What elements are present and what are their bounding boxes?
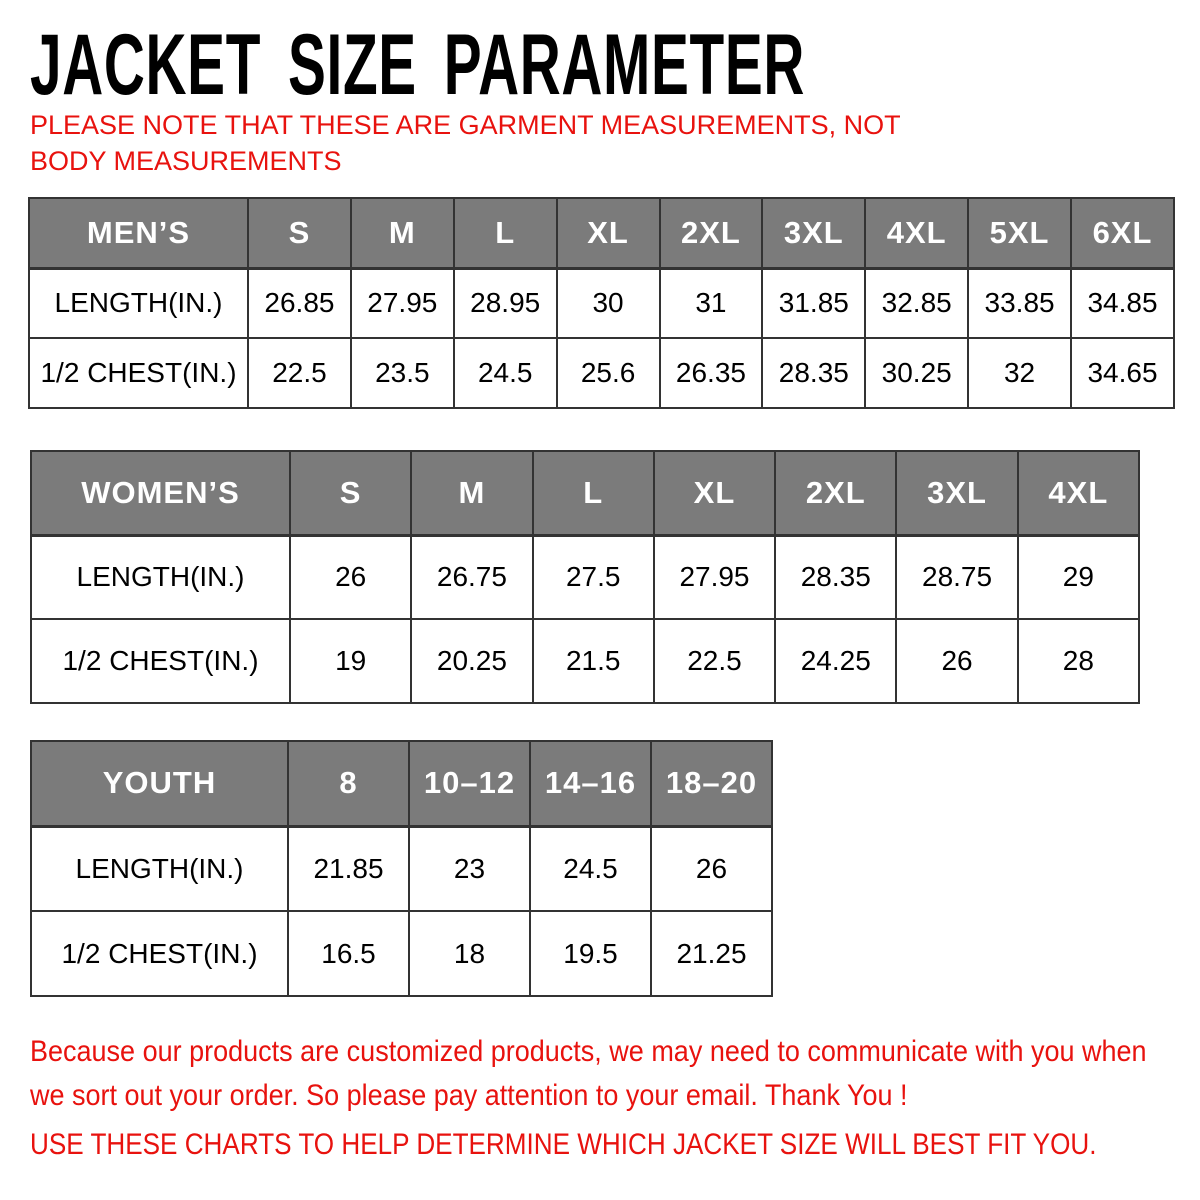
size-header-cell: S	[248, 198, 351, 268]
size-header-cell: 4XL	[865, 198, 968, 268]
size-header-cell: L	[533, 451, 654, 535]
value-cell: 24.25	[775, 619, 896, 703]
value-cell: 26.75	[411, 535, 532, 619]
youth-header-row	[31, 741, 772, 826]
row-label: LENGTH(IN.)	[31, 826, 288, 911]
value-cell: 31.85	[762, 268, 865, 338]
value-cell: 21.5	[533, 619, 654, 703]
value-cell: 19	[290, 619, 411, 703]
size-header-cell: 3XL	[896, 451, 1017, 535]
size-header-cell: 8	[288, 741, 409, 826]
row-label: 1/2 CHEST(IN.)	[29, 338, 248, 408]
value-cell: 34.65	[1071, 338, 1174, 408]
size-header-cell: XL	[654, 451, 775, 535]
mens-header-row	[29, 198, 1174, 268]
value-cell: 34.85	[1071, 268, 1174, 338]
womens-chest-row	[31, 619, 1139, 703]
value-cell: 27.5	[533, 535, 654, 619]
womens-header-row	[31, 451, 1139, 535]
size-header-cell: 10–12	[409, 741, 530, 826]
size-header-cell: M	[411, 451, 532, 535]
value-cell: 31	[660, 268, 763, 338]
value-cell: 28.35	[762, 338, 865, 408]
value-cell: 28.35	[775, 535, 896, 619]
womens-length-row	[31, 535, 1139, 619]
row-label: 1/2 CHEST(IN.)	[31, 911, 288, 996]
size-header-cell: 2XL	[775, 451, 896, 535]
value-cell: 22.5	[654, 619, 775, 703]
value-cell: 24.5	[454, 338, 557, 408]
value-cell: 30.25	[865, 338, 968, 408]
size-header-cell: 4XL	[1018, 451, 1139, 535]
page-title: JACKET SIZE PARAMETER	[30, 17, 806, 113]
value-cell: 28.95	[454, 268, 557, 338]
row-label: LENGTH(IN.)	[29, 268, 248, 338]
value-cell: 26.35	[660, 338, 763, 408]
garment-measurement-note: PLEASE NOTE THAT THESE ARE GARMENT MEASUREMENTS, NOT BODY MEASUREMENTS	[30, 110, 901, 176]
size-header-cell: 18–20	[651, 741, 772, 826]
size-header-cell: XL	[557, 198, 660, 268]
value-cell: 22.5	[248, 338, 351, 408]
size-header-cell: 5XL	[968, 198, 1071, 268]
value-cell: 28.75	[896, 535, 1017, 619]
size-header-cell: S	[290, 451, 411, 535]
value-cell: 27.95	[351, 268, 454, 338]
mens-chest-row	[29, 338, 1174, 408]
value-cell: 26	[651, 826, 772, 911]
value-cell: 26	[290, 535, 411, 619]
youth-size-table	[30, 740, 773, 997]
youth-chest-row	[31, 911, 772, 996]
value-cell: 27.95	[654, 535, 775, 619]
value-cell: 28	[1018, 619, 1139, 703]
value-cell: 25.6	[557, 338, 660, 408]
value-cell: 32	[968, 338, 1071, 408]
value-cell: 16.5	[288, 911, 409, 996]
youth-length-row	[31, 826, 772, 911]
value-cell: 20.25	[411, 619, 532, 703]
value-cell: 26	[896, 619, 1017, 703]
value-cell: 21.85	[288, 826, 409, 911]
value-cell: 19.5	[530, 911, 651, 996]
womens-size-table	[30, 450, 1140, 704]
youth-table-title: YOUTH	[31, 741, 288, 826]
row-label: LENGTH(IN.)	[31, 535, 290, 619]
size-header-cell: 3XL	[762, 198, 865, 268]
size-header-cell: 2XL	[660, 198, 763, 268]
value-cell: 30	[557, 268, 660, 338]
womens-table-title: WOMEN’S	[31, 451, 290, 535]
size-header-cell: 14–16	[530, 741, 651, 826]
size-header-cell: 6XL	[1071, 198, 1174, 268]
value-cell: 23.5	[351, 338, 454, 408]
value-cell: 29	[1018, 535, 1139, 619]
row-label: 1/2 CHEST(IN.)	[31, 619, 290, 703]
value-cell: 21.25	[651, 911, 772, 996]
mens-table-title: MEN’S	[29, 198, 248, 268]
chart-usage-note: USE THESE CHARTS TO HELP DETERMINE WHICH JACKET SIZE WILL BEST FIT YOU.	[30, 1128, 1097, 1161]
mens-length-row	[29, 268, 1174, 338]
value-cell: 26.85	[248, 268, 351, 338]
size-header-cell: L	[454, 198, 557, 268]
value-cell: 18	[409, 911, 530, 996]
size-header-cell: M	[351, 198, 454, 268]
value-cell: 33.85	[968, 268, 1071, 338]
value-cell: 23	[409, 826, 530, 911]
value-cell: 32.85	[865, 268, 968, 338]
mens-size-table	[28, 197, 1175, 409]
customization-notice: Because our products are customized products, we may need to communicate with you when we sort out your order. So please pay attention to your email. Thank You !	[30, 1035, 1147, 1112]
value-cell: 24.5	[530, 826, 651, 911]
